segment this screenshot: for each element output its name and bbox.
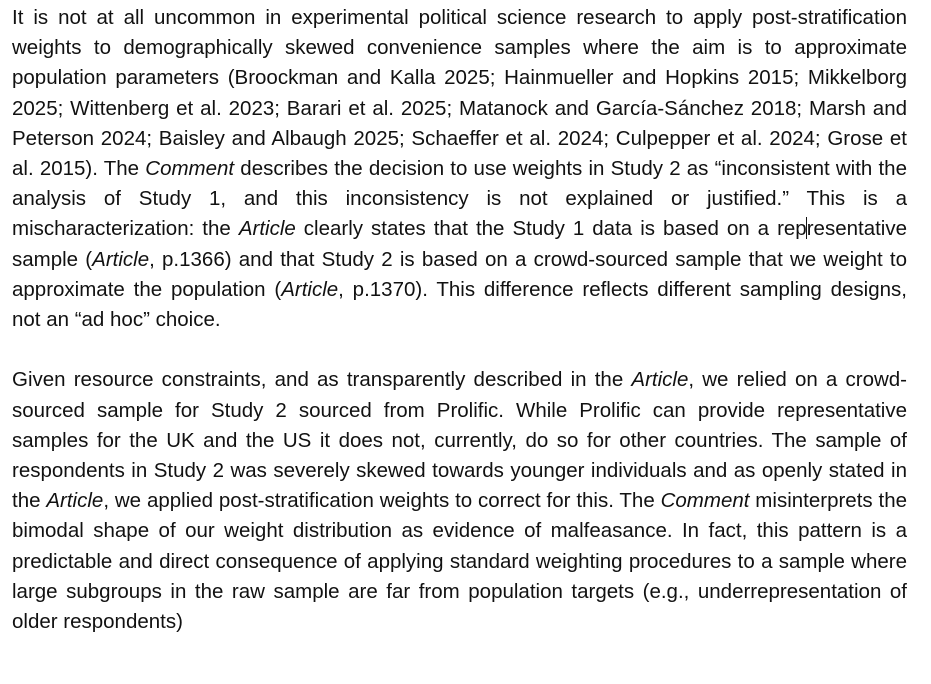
p2-article-ref-2: Article: [46, 489, 104, 513]
p2-text-1: Given resource constraints, and as transparently described in the: [12, 368, 632, 392]
p1-text-3b: resentative sample (: [12, 217, 907, 271]
paragraph-2: [12, 365, 907, 637]
p2-text-4: misinterprets the bimodal shape of our weight distribution as evidence of malfeasance. In fact, this pattern is a predictable and direct consequence of applying standard weighting procedures to a sample where large subgroups in the raw sample are far from population targets (e.g., underrepresentation of older respondents): [12, 489, 907, 634]
paragraph-1: [12, 3, 907, 335]
p2-article-ref-1: Article: [631, 368, 689, 392]
p1-article-ref-1: Article: [238, 217, 296, 241]
p1-article-ref-2: Article: [92, 247, 150, 271]
p1-text-5: , p.1370). This difference reflects different sampling designs, not an “ad hoc” choice.: [12, 277, 907, 332]
document-page: [12, 3, 907, 637]
p2-comment-ref: Comment: [660, 489, 750, 513]
p1-text-4: , p.1366) and that Study 2 is based on a crowd-sourced sample that we weight to approximate the population (: [12, 247, 907, 301]
p2-text-2: , we relied on a crowd-sourced sample for Study 2 sourced from Prolific. While Prolific can provide representative samples for the UK and the US it does not, currently, do so for other countries. The sample of respondents in Study 2 was severely skewed towards younger individuals and as openly stated in the: [12, 368, 908, 513]
p2-text-3: , we applied post-stratification weights to correct for this. The: [103, 489, 661, 513]
paragraph-gap: [12, 335, 907, 365]
p1-text-1: It is not at all uncommon in experimental political science research to apply post-stratification weights to demographically skewed convenience samples where the aim is to approximate population parameters (Broockman and Kalla 2025; Hainmueller and Hopkins 2015; Mikkelborg 2025; Wittenberg et al. 2023; Barari et al. 2025; Matanock and García-Sánchez 2018; Marsh and Peterson 2024; Baisley and Albaugh 2025; Schaeffer et al. 2024; Culpepper et al. 2024; Grose et al. 2015). The: [12, 6, 907, 181]
p1-article-ref-3: Article: [281, 277, 339, 301]
p1-text-2: describes the decision to use weights in Study 2 as “inconsistent with the analysis of Study 1, and this inconsistency is not explained or justified.” This is a mischaracterization: the: [12, 157, 907, 241]
p1-text-3: clearly states that the Study 1 data is based on a rep: [295, 217, 807, 241]
p1-comment-ref: Comment: [145, 157, 235, 181]
